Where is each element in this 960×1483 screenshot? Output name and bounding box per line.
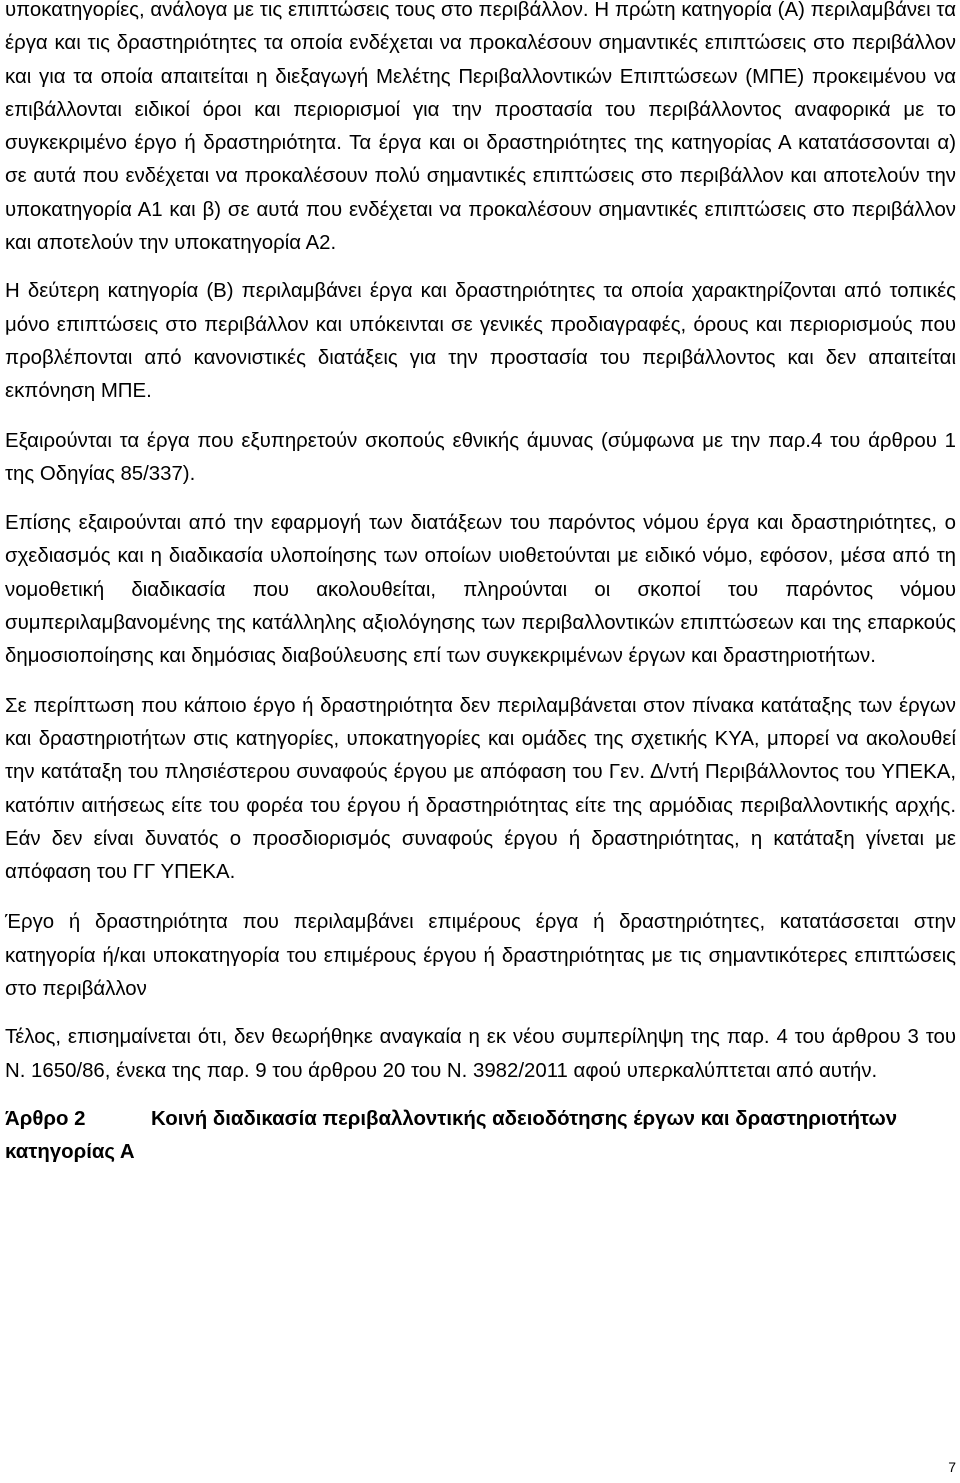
document-page — [5, 0, 956, 1173]
paragraph-unclassified-projects: Σε περίπτωση που κάποιο έργο ή δραστηριότητα δεν περιλαμβάνεται στον πίνακα κατάταξης των έργων και δραστηριοτήτων στις κατηγορίες, υποκατηγορίες και ομάδες της σχετικής ΚΥΑ, μπορεί να ακολουθεί την κατάταξη του πλησιέστερου συναφούς έργου με απόφαση του Γεν. Δ/ντή Περιβάλλοντος του ΥΠΕΚΑ, κατόπιν αιτήσεως είτε του φορέα του έργου ή δραστηριότητας είτε της αρμόδιας περιβαλλοντικής αρχής. Εάν δεν είναι δυνατός ο προσδιορισμός συναφούς έργου ή δραστηριότητας, η κατάταξη γίνεται με απόφαση του ΓΓ ΥΠΕΚΑ. — [5, 694, 956, 884]
paragraph-categories: υποκατηγορίες, ανάλογα με τις επιπτώσεις τους στο περιβάλλον. Η πρώτη κατηγορία (Α) περιλαμβάνει τα έργα και τις δραστηριότητες τα οποία ενδέχεται να προκαλέσουν σημαντικές επιπτώσεις στο περιβάλλον και για τα οποία απαιτείται η διεξαγωγή Μελέτης Περιβαλλοντικών Επιπτώσεων (ΜΠΕ) προκειμένου να επιβάλλονται ειδικοί όροι και περιορισμοί για την προστασία του περιβάλλοντος αναφορικά με το συγκεκριμένο έργο ή δραστηριότητα. Τα έργα και οι δραστηριότητες της κατηγορίας Α κατατάσσονται α) σε αυτά που ενδέχεται να προκαλέσουν πολύ σημαντικές επιπτώσεις στο περιβάλλον και αποτελούν την υποκατηγορία Α1 και β) σε αυτά που ενδέχεται να προκαλέσουν σημαντικές επιπτώσεις στο περιβάλλον και αποτελούν την υποκατηγορία Α2. — [5, 0, 956, 255]
paragraph-category-b: Η δεύτερη κατηγορία (Β) περιλαμβάνει έργα και δραστηριότητες τα οποία χαρακτηρίζονται από τοπικές μόνο επιπτώσεις στο περιβάλλον και υπόκεινται σε γενικές προδιαγραφές, όρους και περιορισμούς που προβλέπονται από κανονιστικές διατάξεις για την προστασία του περιβάλλοντος και δεν απαιτείται εκπόνηση ΜΠΕ. — [5, 280, 956, 403]
article-category: κατηγορίας Α — [5, 1141, 135, 1164]
article-number: Άρθρο 2 — [5, 1107, 86, 1130]
paragraph-conclusion: Τέλος, επισημαίνεται ότι, δεν θεωρήθηκε αναγκαία η εκ νέου συμπερίληψη της παρ. 4 του άρθρου 3 του Ν. 1650/86, ένεκα της παρ. 9 του άρθρου 20 του Ν. 3982/2011 αφού υπερκαλύπτεται από αυτήν. — [5, 1026, 956, 1082]
paragraph-special-law-exemption: Επίσης εξαιρούνται από την εφαρμογή των διατάξεων του παρόντος νόμου έργα και δραστηριότητες, ο σχεδιασμός και η διαδικασία υλοποίησης των οποίων υιοθετούνται με ειδικό νόμο, εφόσον, μέσα από τη νομοθετική διαδικασία που ακολουθείται, πληρούνται οι σκοποί του παρόντος νόμου συμπεριλαμβανομένης της κατάλληλης αξιολόγησης των περιβαλλοντικών επιπτώσεων και της επαρκούς δημοσιοποίησης και δημόσιας διαβούλευσης επί των συγκεκριμένων έργων και δραστηριοτήτων. — [5, 512, 956, 668]
article-number-block — [5, 1103, 155, 1170]
page-number: 7 — [948, 1459, 956, 1475]
paragraph-composite-projects: Έργο ή δραστηριότητα που περιλαμβάνει επιμέρους έργα ή δραστηριότητες, κατατάσσεται στην κατηγορία ή/και υποκατηγορία του επιμέρους έργου ή δραστηριότητας με τις σημαντικότερες επιπτώσεις στο περιβάλλον — [5, 911, 956, 1001]
article-heading — [5, 1103, 956, 1173]
article-title: Κοινή διαδικασία περιβαλλοντικής αδειοδότησης έργων και δραστηριοτήτων — [151, 1107, 898, 1130]
paragraph-defense-exemption: Εξαιρούνται τα έργα που εξυπηρετούν σκοπούς εθνικής άμυνας (σύμφωνα με την παρ.4 του άρθρου 1 της Οδηγίας 85/337). — [5, 429, 956, 485]
